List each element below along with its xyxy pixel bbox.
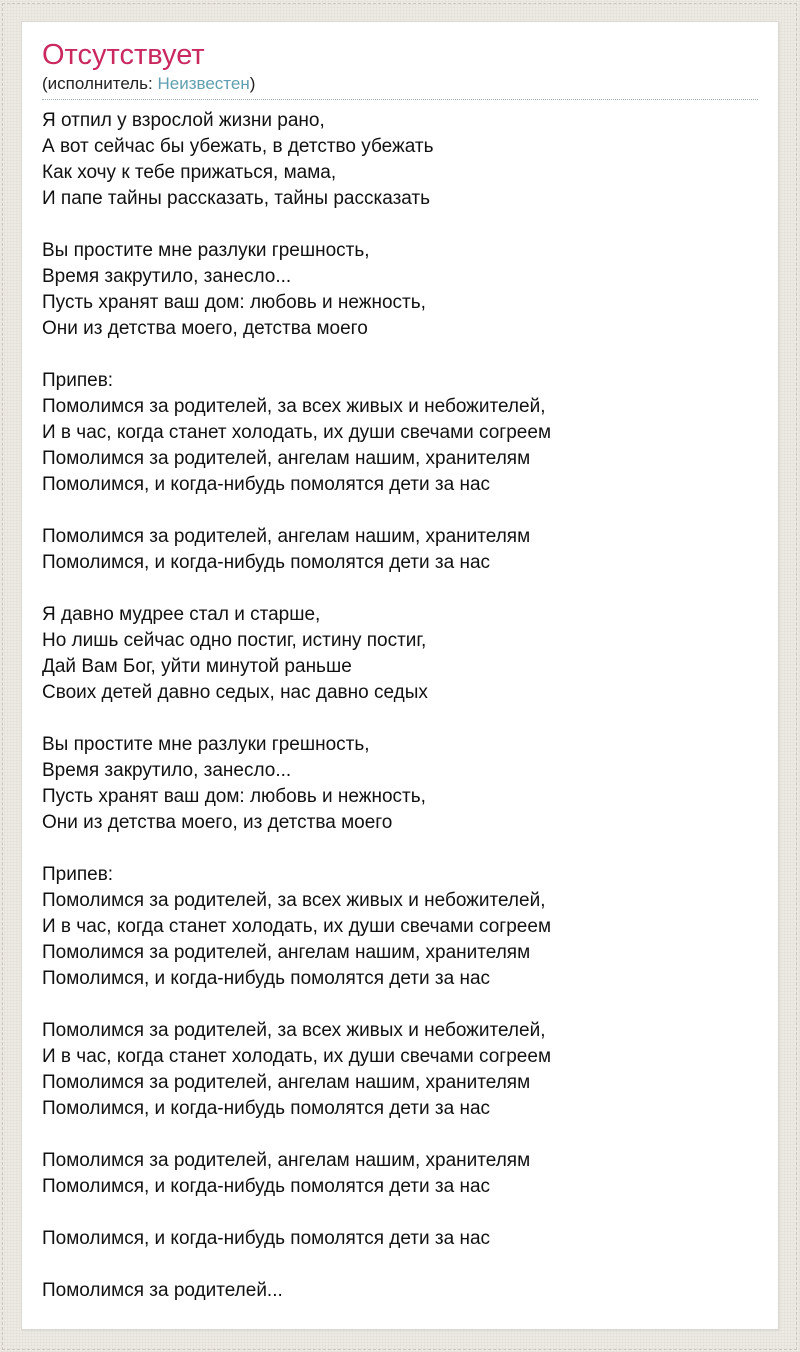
lyric-line: Они из детства моего, из детства моего xyxy=(42,812,393,833)
lyric-line: Припев: xyxy=(42,370,114,391)
lyrics-card xyxy=(21,21,779,1330)
lyric-stanza xyxy=(42,1278,758,1304)
lyric-line: Как хочу к тебе прижаться, мама, xyxy=(42,162,337,183)
lyric-line: Вы простите мне разлуки грешность, xyxy=(42,734,370,755)
lyric-line: Помолимся за родителей, ангелам нашим, хранителям xyxy=(42,526,531,547)
artist-link[interactable]: Неизвестен xyxy=(157,74,250,93)
lyric-line: Время закрутило, занесло... xyxy=(42,760,292,781)
lyric-stanza xyxy=(42,108,758,212)
lyric-line: Пусть хранят ваш дом: любовь и нежность, xyxy=(42,292,426,313)
lyric-line: Я отпил у взрослой жизни рано, xyxy=(42,110,325,131)
artist-label-close: ) xyxy=(249,74,256,93)
lyric-line: А вот сейчас бы убежать, в детство убежать xyxy=(42,136,434,157)
lyric-line: Помолимся за родителей, ангелам нашим, хранителям xyxy=(42,1072,531,1093)
lyric-stanza xyxy=(42,602,758,706)
lyric-line: Помолимся за родителей, ангелам нашим, хранителям xyxy=(42,942,531,963)
lyric-line: Время закрутило, занесло... xyxy=(42,266,292,287)
lyric-line: Припев: xyxy=(42,864,114,885)
lyric-stanza xyxy=(42,1018,758,1122)
lyric-line: Но лишь сейчас одно постиг, истину постиг, xyxy=(42,630,427,651)
artist-line xyxy=(42,74,758,100)
lyric-line: Я давно мудрее стал и старше, xyxy=(42,604,321,625)
lyric-line: Помолимся за родителей, ангелам нашим, хранителям xyxy=(42,448,531,469)
lyric-line: Помолимся за родителей, ангелам нашим, хранителям xyxy=(42,1150,531,1171)
lyric-stanza xyxy=(42,238,758,342)
lyric-line: И в час, когда станет холодать, их души свечами согреем xyxy=(42,916,552,937)
lyric-line: Помолимся за родителей... xyxy=(42,1280,283,1301)
lyric-line: Помолимся за родителей, за всех живых и небожителей, xyxy=(42,890,546,911)
lyric-line: Своих детей давно седых, нас давно седых xyxy=(42,682,428,703)
page-title: Отсутствует xyxy=(42,39,205,71)
lyric-line: И папе тайны рассказать, тайны рассказать xyxy=(42,188,431,209)
lyric-line: Пусть хранят ваш дом: любовь и нежность, xyxy=(42,786,426,807)
artist-label-open: (исполнитель: xyxy=(42,74,158,93)
lyric-line: Помолимся за родителей, за всех живых и небожителей, xyxy=(42,1020,546,1041)
lyric-line: Помолимся за родителей, за всех живых и небожителей, xyxy=(42,396,546,417)
lyric-line: Помолимся, и когда-нибудь помолятся дети за нас xyxy=(42,1176,491,1197)
lyric-line: Помолимся, и когда-нибудь помолятся дети за нас xyxy=(42,552,491,573)
lyric-stanza xyxy=(42,1148,758,1200)
lyric-stanza xyxy=(42,1226,758,1252)
lyric-line: Помолимся, и когда-нибудь помолятся дети за нас xyxy=(42,968,491,989)
lyric-line: И в час, когда станет холодать, их души свечами согреем xyxy=(42,1046,552,1067)
lyric-line: И в час, когда станет холодать, их души свечами согреем xyxy=(42,422,552,443)
lyric-stanza xyxy=(42,862,758,992)
lyric-stanza xyxy=(42,524,758,576)
lyric-line: Вы простите мне разлуки грешность, xyxy=(42,240,370,261)
lyric-line: Они из детства моего, детства моего xyxy=(42,318,368,339)
lyrics-text xyxy=(42,108,758,1304)
lyric-stanza xyxy=(42,368,758,498)
lyric-line: Дай Вам Бог, уйти минутой раньше xyxy=(42,656,352,677)
lyric-line: Помолимся, и когда-нибудь помолятся дети за нас xyxy=(42,1098,491,1119)
lyric-stanza xyxy=(42,732,758,836)
lyric-line: Помолимся, и когда-нибудь помолятся дети за нас xyxy=(42,1228,491,1249)
lyric-line: Помолимся, и когда-нибудь помолятся дети за нас xyxy=(42,474,491,495)
